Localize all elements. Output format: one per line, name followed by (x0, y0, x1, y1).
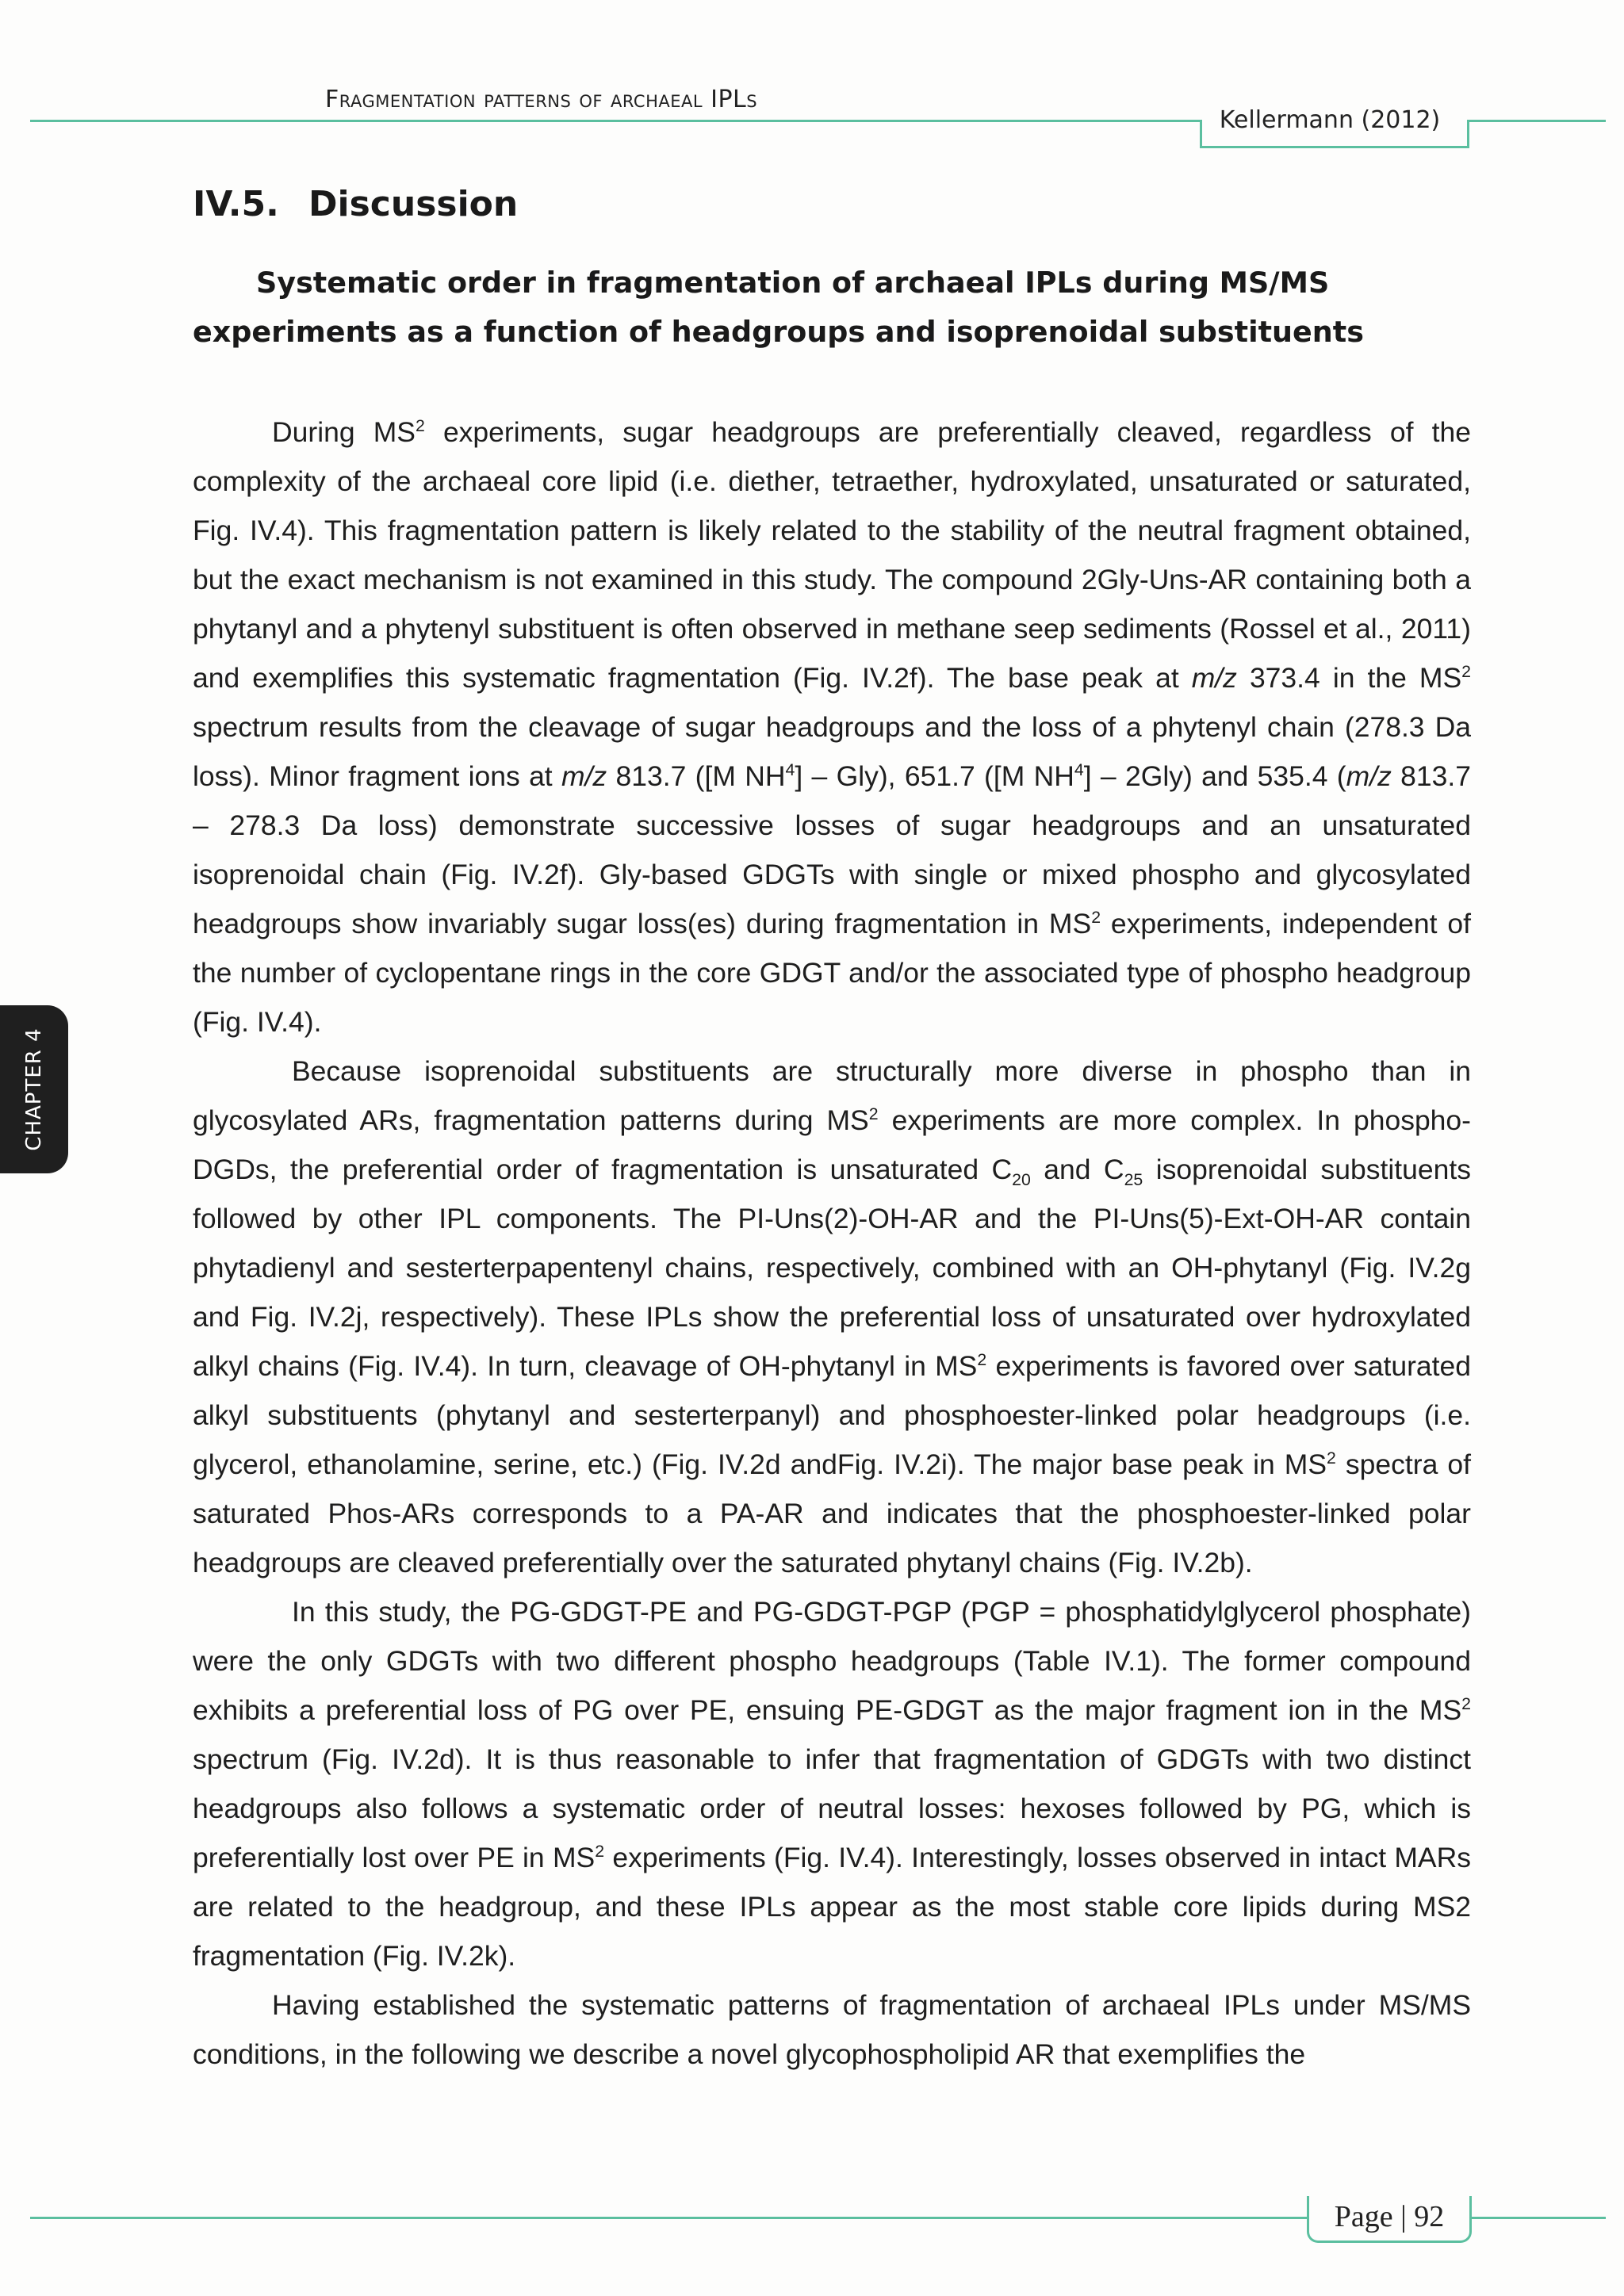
section-number: IV.5. (193, 184, 279, 224)
chapter-tab-label: CHAPTER 4 (22, 1027, 46, 1151)
running-title: Fragmentation patterns of archaeal IPLs (325, 86, 758, 113)
header-rule-right (1467, 120, 1606, 122)
footer-rule-left (30, 2217, 1308, 2219)
section-heading (193, 184, 518, 224)
paragraph: Having established the systematic patterns of fragmentation of archaeal IPLs under MS/MS conditions, in the following we describe a novel glycophospholipid AR that exemplifies the (193, 1989, 1471, 2070)
section-title: Discussion (308, 184, 519, 224)
paragraph: Because isoprenoidal substituents are structurally more diverse in phospho than in glycosylated ARs, fragmentation patterns during $MS^2$ experiments are more complex. In phospho-DGDs, the preferential order of fragmentation is unsaturated $C_{20}$ and $C_{25}$ isoprenoidal substituents followed by other IPL components. The PI-Uns(2)-OH-AR and the PI-Uns(5)-Ext-OH-AR contain phytadienyl and sesterterpapentenyl chains, respectively, combined with an OH-phytanyl (Fig. IV.2g and Fig. IV.2j, respectively). These IPLs show the preferential loss of unsaturated over hydroxylated alkyl chains (Fig. IV.4). In turn, cleavage of OH-phytanyl in $MS^2$ experiments is favored over saturated alkyl substituents (phytanyl and sesterterpanyl) and phosphoester-linked polar headgroups (i.e. glycerol, ethanolamine, serine, etc.) (Fig. IV.2d andFig. IV.2i). The major base peak in $MS^2$ spectra of saturated Phos-ARs corresponds to a PA-AR and indicates that the phosphoester-linked polar headgroups are cleaved preferentially over the saturated phytanyl chains (Fig. IV.2b). (193, 1055, 1472, 1578)
author-year: Kellermann (2012) (1219, 106, 1441, 134)
body-text (193, 408, 1471, 2079)
subheading: Systematic order in fragmentation of archaeal IPLs during MS/MS experiments as a function of headgroups and isoprenoidal substituents (193, 266, 1364, 349)
chapter-tab (0, 1005, 68, 1173)
page-number-box (1307, 2196, 1472, 2243)
paragraph: In this study, the PG-GDGT-PE and PG-GDGT-PGP (PGP = phosphatidylglycerol phosphate) were the only GDGTs with two different phospho headgroups (Table IV.1). The former compound exhibits a preferential loss of PG over PE, ensuing PE-GDGT as the major fragment ion in the $MS^2$ spectrum (Fig. IV.2d). It is thus reasonable to infer that fragmentation of GDGTs with two distinct headgroups also follows a systematic order of neutral losses: hexoses followed by PG, which is preferentially lost over PE in $MS^2$ experiments (Fig. IV.4). Interestingly, losses observed in intact MARs are related to the headgroup, and these IPLs appear as the most stable core lipids during MS2 fragmentation (Fig. IV.2k). (193, 1596, 1471, 1972)
paragraph: During $MS^2$ experiments, sugar headgroups are preferentially cleaved, regardless of the complexity of the archaeal core lipid (i.e. diether, tetraether, hydroxylated, unsaturated or saturated, Fig. IV.4). This fragmentation pattern is likely related to the stability of the neutral fragment obtained, but the exact mechanism is not examined in this study. The compound 2Gly-Uns-AR containing both a phytanyl and a phytenyl substituent is often observed in methane seep sediments (Rossel et al., 2011) and exemplifies this systematic fragmentation (Fig. IV.2f). The base peak at m/z 373.4 in the $MS^2$ spectrum results from the cleavage of sugar headgroups and the loss of a phytenyl chain (278.3 Da loss). Minor fragment ions at m/z 813.7 ([M $NH^4] - Gly$), 651.7 ([M $NH^4] - 2Gly$) and 535.4 (m/z 813.7 – 278.3 Da loss) demonstrate successive losses of sugar headgroups and an unsaturated isoprenoidal chain (Fig. IV.2f). Gly-based GDGTs with single or mixed phospho and glycosylated headgroups show invariably sugar loss(es) during fragmentation in $MS^2$ experiments, independent of the number of cyclopentane rings in the core GDGT and/or the associated type of phospho headgroup (Fig. IV.4). (193, 416, 1471, 1038)
header-rule-notch-bottom (1200, 146, 1469, 148)
page-number: Page | 92 (1334, 2200, 1445, 2233)
footer-rule-right (1469, 2217, 1606, 2219)
header-rule-left (30, 120, 1202, 122)
header-rule-notch-right (1467, 120, 1469, 148)
